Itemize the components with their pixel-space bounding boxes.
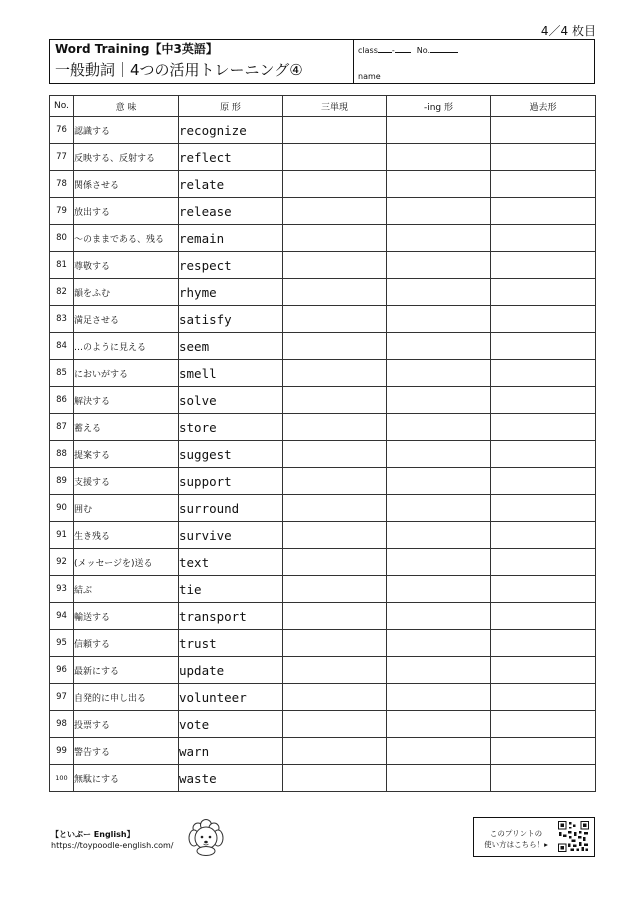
- third-person-answer-cell[interactable]: [283, 117, 387, 144]
- row-number: 80: [50, 225, 74, 252]
- ing-form-answer-cell[interactable]: [387, 414, 491, 441]
- name-label: name: [358, 72, 381, 81]
- past-form-answer-cell[interactable]: [491, 765, 596, 792]
- past-form-answer-cell[interactable]: [491, 630, 596, 657]
- ing-form-answer-cell[interactable]: [387, 765, 491, 792]
- row-number: 78: [50, 171, 74, 198]
- table-row: [50, 468, 596, 495]
- ing-form-answer-cell[interactable]: [387, 603, 491, 630]
- ing-form-answer-cell[interactable]: [387, 684, 491, 711]
- third-person-answer-cell[interactable]: [283, 549, 387, 576]
- row-number: 83: [50, 306, 74, 333]
- third-person-answer-cell[interactable]: [283, 765, 387, 792]
- table-row: [50, 684, 596, 711]
- row-number: 96: [50, 657, 74, 684]
- past-form-answer-cell[interactable]: [491, 252, 596, 279]
- row-base-form: surround: [179, 495, 283, 522]
- ing-form-answer-cell[interactable]: [387, 738, 491, 765]
- past-form-answer-cell[interactable]: [491, 495, 596, 522]
- header-base-form: 原 形: [179, 96, 283, 117]
- row-meaning: 警告する: [74, 738, 179, 765]
- table-row: [50, 414, 596, 441]
- row-number: 100: [50, 765, 74, 792]
- past-form-answer-cell[interactable]: [491, 576, 596, 603]
- table-row: [50, 657, 596, 684]
- row-number: 94: [50, 603, 74, 630]
- ing-form-answer-cell[interactable]: [387, 387, 491, 414]
- table-row: [50, 387, 596, 414]
- header-ing-form: -ing 形: [387, 96, 491, 117]
- ing-form-answer-cell[interactable]: [387, 549, 491, 576]
- row-meaning: 自発的に申し出る: [74, 684, 179, 711]
- past-form-answer-cell[interactable]: [491, 279, 596, 306]
- table-row: [50, 225, 596, 252]
- ing-form-answer-cell[interactable]: [387, 279, 491, 306]
- table-row: [50, 144, 596, 171]
- row-number: 99: [50, 738, 74, 765]
- past-form-answer-cell[interactable]: [491, 468, 596, 495]
- table-row: [50, 306, 596, 333]
- past-form-answer-cell[interactable]: [491, 657, 596, 684]
- row-meaning: 輸送する: [74, 603, 179, 630]
- row-base-form: satisfy: [179, 306, 283, 333]
- row-meaning: 関係させる: [74, 171, 179, 198]
- third-person-answer-cell[interactable]: [283, 225, 387, 252]
- row-base-form: release: [179, 198, 283, 225]
- row-meaning: においがする: [74, 360, 179, 387]
- class-field[interactable]: [358, 46, 458, 55]
- ing-form-answer-cell[interactable]: [387, 522, 491, 549]
- table-row: [50, 711, 596, 738]
- ing-form-answer-cell[interactable]: [387, 252, 491, 279]
- third-person-answer-cell[interactable]: [283, 441, 387, 468]
- row-number: 82: [50, 279, 74, 306]
- third-person-answer-cell[interactable]: [283, 306, 387, 333]
- ing-form-answer-cell[interactable]: [387, 711, 491, 738]
- past-form-answer-cell[interactable]: [491, 522, 596, 549]
- third-person-answer-cell[interactable]: [283, 387, 387, 414]
- header-meaning: 意 味: [74, 96, 179, 117]
- table-header-row: [50, 96, 596, 117]
- site-url-link[interactable]: https://toypoodle-english.com/: [51, 841, 174, 850]
- row-meaning: 満足させる: [74, 306, 179, 333]
- row-meaning: 放出する: [74, 198, 179, 225]
- table-row: [50, 360, 596, 387]
- worksheet-title: 一般動詞｜4つの活用トレーニング④: [55, 61, 303, 79]
- row-meaning: 蓄える: [74, 414, 179, 441]
- row-base-form: support: [179, 468, 283, 495]
- header-third-person: 三単現: [283, 96, 387, 117]
- past-form-answer-cell[interactable]: [491, 171, 596, 198]
- row-base-form: reflect: [179, 144, 283, 171]
- third-person-answer-cell[interactable]: [283, 360, 387, 387]
- row-base-form: rhyme: [179, 279, 283, 306]
- third-person-answer-cell[interactable]: [283, 333, 387, 360]
- past-form-answer-cell[interactable]: [491, 441, 596, 468]
- row-base-form: text: [179, 549, 283, 576]
- third-person-answer-cell[interactable]: [283, 684, 387, 711]
- row-base-form: volunteer: [179, 684, 283, 711]
- past-form-answer-cell[interactable]: [491, 306, 596, 333]
- row-number: 79: [50, 198, 74, 225]
- row-base-form: update: [179, 657, 283, 684]
- row-meaning: …のように見える: [74, 333, 179, 360]
- table-row: [50, 279, 596, 306]
- class-separator: -: [391, 46, 395, 55]
- third-person-answer-cell[interactable]: [283, 468, 387, 495]
- past-form-answer-cell[interactable]: [491, 117, 596, 144]
- row-base-form: trust: [179, 630, 283, 657]
- ing-form-answer-cell[interactable]: [387, 225, 491, 252]
- row-meaning: ～のままである、残る: [74, 225, 179, 252]
- past-form-answer-cell[interactable]: [491, 603, 596, 630]
- ing-form-answer-cell[interactable]: [387, 360, 491, 387]
- row-number: 76: [50, 117, 74, 144]
- header-title-area: [50, 40, 354, 83]
- ing-form-answer-cell[interactable]: [387, 117, 491, 144]
- row-number: 98: [50, 711, 74, 738]
- usage-guide-text: このプリントの 使い方はこちら！▸: [484, 829, 548, 849]
- table-row: [50, 441, 596, 468]
- row-meaning: 生き残る: [74, 522, 179, 549]
- row-number: 88: [50, 441, 74, 468]
- row-base-form: survive: [179, 522, 283, 549]
- row-number: 89: [50, 468, 74, 495]
- ing-form-answer-cell[interactable]: [387, 144, 491, 171]
- row-number: 81: [50, 252, 74, 279]
- row-base-form: waste: [179, 765, 283, 792]
- past-form-answer-cell[interactable]: [491, 414, 596, 441]
- row-base-form: tie: [179, 576, 283, 603]
- table-row: [50, 738, 596, 765]
- ing-form-answer-cell[interactable]: [387, 657, 491, 684]
- row-number: 86: [50, 387, 74, 414]
- row-base-form: seem: [179, 333, 283, 360]
- row-number: 84: [50, 333, 74, 360]
- row-base-form: relate: [179, 171, 283, 198]
- ing-form-answer-cell[interactable]: [387, 576, 491, 603]
- third-person-answer-cell[interactable]: [283, 657, 387, 684]
- number-label: No.: [416, 46, 431, 55]
- past-form-answer-cell[interactable]: [491, 198, 596, 225]
- third-person-answer-cell[interactable]: [283, 198, 387, 225]
- table-row: [50, 576, 596, 603]
- past-form-answer-cell[interactable]: [491, 684, 596, 711]
- row-meaning: 解決する: [74, 387, 179, 414]
- ing-form-answer-cell[interactable]: [387, 441, 491, 468]
- third-person-answer-cell[interactable]: [283, 495, 387, 522]
- class-label: class: [358, 46, 378, 55]
- row-base-form: store: [179, 414, 283, 441]
- row-base-form: transport: [179, 603, 283, 630]
- row-meaning: 結ぶ: [74, 576, 179, 603]
- student-info-area: [354, 40, 594, 83]
- row-meaning: 認識する: [74, 117, 179, 144]
- table-row: [50, 198, 596, 225]
- row-meaning: 支援する: [74, 468, 179, 495]
- poodle-mascot-icon: [186, 818, 226, 856]
- row-base-form: suggest: [179, 441, 283, 468]
- worksheet-header: [49, 39, 595, 84]
- third-person-answer-cell[interactable]: [283, 603, 387, 630]
- table-row: [50, 252, 596, 279]
- row-meaning: 提案する: [74, 441, 179, 468]
- table-row: [50, 117, 596, 144]
- header-past-form: 過去形: [491, 96, 596, 117]
- row-number: 97: [50, 684, 74, 711]
- third-person-answer-cell[interactable]: [283, 144, 387, 171]
- ing-form-answer-cell[interactable]: [387, 198, 491, 225]
- ing-form-answer-cell[interactable]: [387, 495, 491, 522]
- row-meaning: 尊敬する: [74, 252, 179, 279]
- past-form-answer-cell[interactable]: [491, 738, 596, 765]
- third-person-answer-cell[interactable]: [283, 279, 387, 306]
- ing-form-answer-cell[interactable]: [387, 171, 491, 198]
- row-meaning: 韻をふむ: [74, 279, 179, 306]
- past-form-answer-cell[interactable]: [491, 360, 596, 387]
- series-label: Word Training【中3英語】: [55, 42, 218, 56]
- row-number: 85: [50, 360, 74, 387]
- table-row: [50, 765, 596, 792]
- row-number: 77: [50, 144, 74, 171]
- third-person-answer-cell[interactable]: [283, 414, 387, 441]
- third-person-answer-cell[interactable]: [283, 252, 387, 279]
- page-indicator: 4／4 枚目: [540, 24, 596, 38]
- name-field[interactable]: [358, 72, 381, 81]
- table-row: [50, 522, 596, 549]
- row-base-form: solve: [179, 387, 283, 414]
- row-meaning: 無駄にする: [74, 765, 179, 792]
- row-base-form: recognize: [179, 117, 283, 144]
- header-no: No.: [50, 96, 74, 117]
- row-meaning: 信頼する: [74, 630, 179, 657]
- table-row: [50, 495, 596, 522]
- row-number: 92: [50, 549, 74, 576]
- third-person-answer-cell[interactable]: [283, 630, 387, 657]
- table-row: [50, 171, 596, 198]
- past-form-answer-cell[interactable]: [491, 711, 596, 738]
- brand-name: 【といぷー English】: [51, 830, 135, 839]
- row-meaning: 最新にする: [74, 657, 179, 684]
- past-form-answer-cell[interactable]: [491, 225, 596, 252]
- row-base-form: respect: [179, 252, 283, 279]
- ing-form-answer-cell[interactable]: [387, 333, 491, 360]
- usage-guide-link[interactable]: [473, 817, 595, 857]
- third-person-answer-cell[interactable]: [283, 711, 387, 738]
- table-row: [50, 603, 596, 630]
- ing-form-answer-cell[interactable]: [387, 306, 491, 333]
- past-form-answer-cell[interactable]: [491, 387, 596, 414]
- verb-conjugation-table: [49, 95, 596, 792]
- row-number: 87: [50, 414, 74, 441]
- past-form-answer-cell[interactable]: [491, 144, 596, 171]
- ing-form-answer-cell[interactable]: [387, 630, 491, 657]
- row-meaning: (メッセージを)送る: [74, 549, 179, 576]
- row-base-form: vote: [179, 711, 283, 738]
- row-base-form: warn: [179, 738, 283, 765]
- qr-code-icon[interactable]: [558, 821, 589, 852]
- row-number: 93: [50, 576, 74, 603]
- row-number: 95: [50, 630, 74, 657]
- table-row: [50, 549, 596, 576]
- third-person-answer-cell[interactable]: [283, 522, 387, 549]
- row-meaning: 反映する、反射する: [74, 144, 179, 171]
- row-number: 90: [50, 495, 74, 522]
- third-person-answer-cell[interactable]: [283, 171, 387, 198]
- row-base-form: remain: [179, 225, 283, 252]
- table-row: [50, 333, 596, 360]
- past-form-answer-cell[interactable]: [491, 333, 596, 360]
- past-form-answer-cell[interactable]: [491, 549, 596, 576]
- row-meaning: 囲む: [74, 495, 179, 522]
- ing-form-answer-cell[interactable]: [387, 468, 491, 495]
- table-row: [50, 630, 596, 657]
- row-number: 91: [50, 522, 74, 549]
- third-person-answer-cell[interactable]: [283, 738, 387, 765]
- row-base-form: smell: [179, 360, 283, 387]
- third-person-answer-cell[interactable]: [283, 576, 387, 603]
- row-meaning: 投票する: [74, 711, 179, 738]
